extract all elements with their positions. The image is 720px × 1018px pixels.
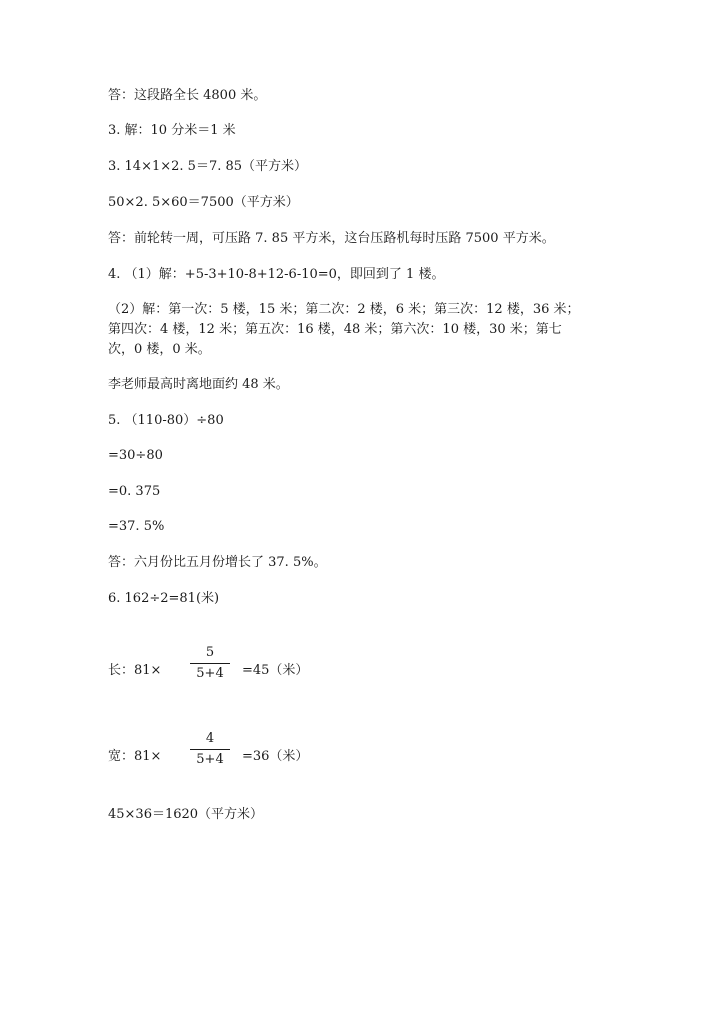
answer-line-8: 第四次：4 楼，12 米；第五次：16 楼，48 米；第六次：10 楼，30 米；第七 <box>108 322 562 337</box>
answer-line-9: 次，0 楼，0 米。 <box>108 342 211 357</box>
fraction-bar <box>190 663 230 664</box>
length-calculation <box>108 645 508 689</box>
answer-line-5: 答：前轮转一周，可压路 7. 85 平方米，这台压路机每时压路 7500 平方米。 <box>108 231 555 246</box>
length-result: =45（米） <box>242 663 309 678</box>
length-fraction <box>188 645 232 682</box>
fraction-denominator: 5+4 <box>196 666 224 681</box>
answer-line-16: 6. 162÷2=81(米) <box>108 591 220 606</box>
answer-line-14: =37. 5% <box>108 519 165 534</box>
answer-line-12: =30÷80 <box>108 448 163 463</box>
length-prefix: 长：81× <box>108 663 162 678</box>
fraction-numerator: 4 <box>205 731 215 746</box>
width-result: =36（米） <box>242 749 309 764</box>
fraction-numerator: 5 <box>205 645 215 660</box>
answer-line-11: 5. （110-80）÷80 <box>108 413 224 428</box>
area-line: 45×36＝1620（平方米） <box>108 807 264 822</box>
width-prefix: 宽：81× <box>108 749 162 764</box>
answer-line-2: 3. 解：10 分米＝1 米 <box>108 123 236 138</box>
answer-line-7: （2）解：第一次：5 楼，15 米；第二次：2 楼，6 米；第三次：12 楼，36 米； <box>108 302 580 317</box>
width-fraction <box>188 731 232 768</box>
answer-line-10: 李老师最高时离地面约 48 米。 <box>108 377 289 392</box>
width-calculation <box>108 731 508 775</box>
answer-line-15: 答：六月份比五月份增长了 37. 5%。 <box>108 555 327 570</box>
fraction-denominator: 5+4 <box>196 752 224 767</box>
answer-line-3: 3. 14×1×2. 5＝7. 85（平方米） <box>108 159 308 174</box>
answer-line-6: 4. （1）解：+5-3+10-8+12-6-10=0，即回到了 1 楼。 <box>108 267 445 282</box>
fraction-bar <box>190 749 230 750</box>
answer-line-1: 答：这段路全长 4800 米。 <box>108 88 267 103</box>
answer-line-13: =0. 375 <box>108 484 161 499</box>
answer-line-4: 50×2. 5×60＝7500（平方米） <box>108 195 299 210</box>
